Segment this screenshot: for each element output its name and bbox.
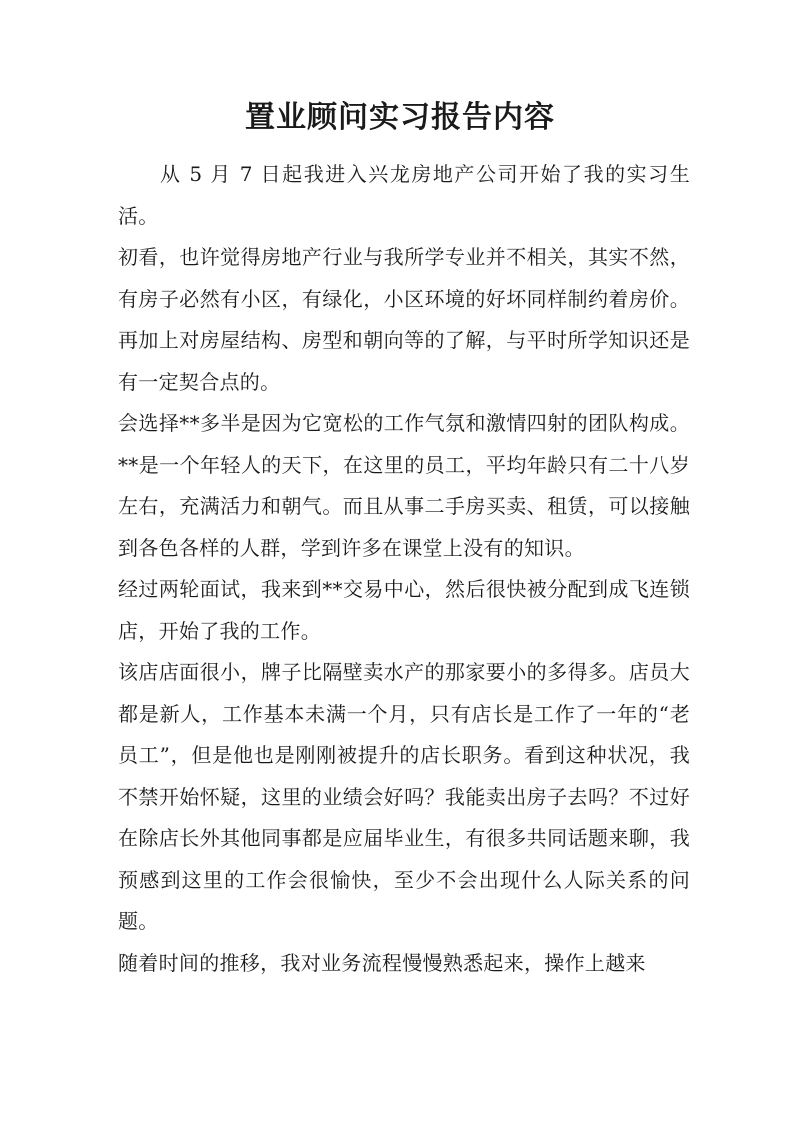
paragraph-interview: 经过两轮面试，我来到**交易中心，然后很快被分配到成飞连锁店，开始了我的工作。: [118, 577, 690, 643]
paragraph-store-description: 该店店面很小，牌子比隔壁卖水产的那家要小的多得多。店员大都是新人，工作基本未满一个月，只有店长是工作了一年的“老员工”，但是他也是刚刚被提升的店长职务。看到这种状况，我不禁开始怀疑，这里的业绩会好吗？我能卖出房子去吗？不过好在除店长外其他同事都是应届毕业生，有很多共同话题来聊，我预感到这里的工作会很愉快，至少不会出现什么人际关系的问题。: [118, 660, 690, 933]
paragraph-company-choice: 会选择**多半是因为它宽松的工作气氛和激情四射的团队构成。**是一个年轻人的天下，在这里的员工，平均年龄只有二十八岁左右，充满活力和朝气。而且从事二手房买卖、租赁，可以接触到各色各样的人群，学到许多在课堂上没有的知识。: [118, 411, 690, 560]
paragraph-internship-start: 从 5 月 7 日起我进入兴龙房地产公司开始了我的实习生活。: [118, 162, 690, 228]
paragraph-industry-relevance: 初看，也许觉得房地产行业与我所学专业并不相关，其实不然，有房子必然有小区，有绿化，小区环境的好坏同样制约着房价。再加上对房屋结构、房型和朝向等的了解，与平时所学知识还是有一定契合点的。: [118, 245, 690, 394]
paragraph-progress: 随着时间的推移，我对业务流程慢慢熟悉起来，操作上越来: [118, 950, 646, 975]
document-title: 置业顾问实习报告内容: [245, 100, 555, 135]
document-body: [118, 154, 690, 984]
